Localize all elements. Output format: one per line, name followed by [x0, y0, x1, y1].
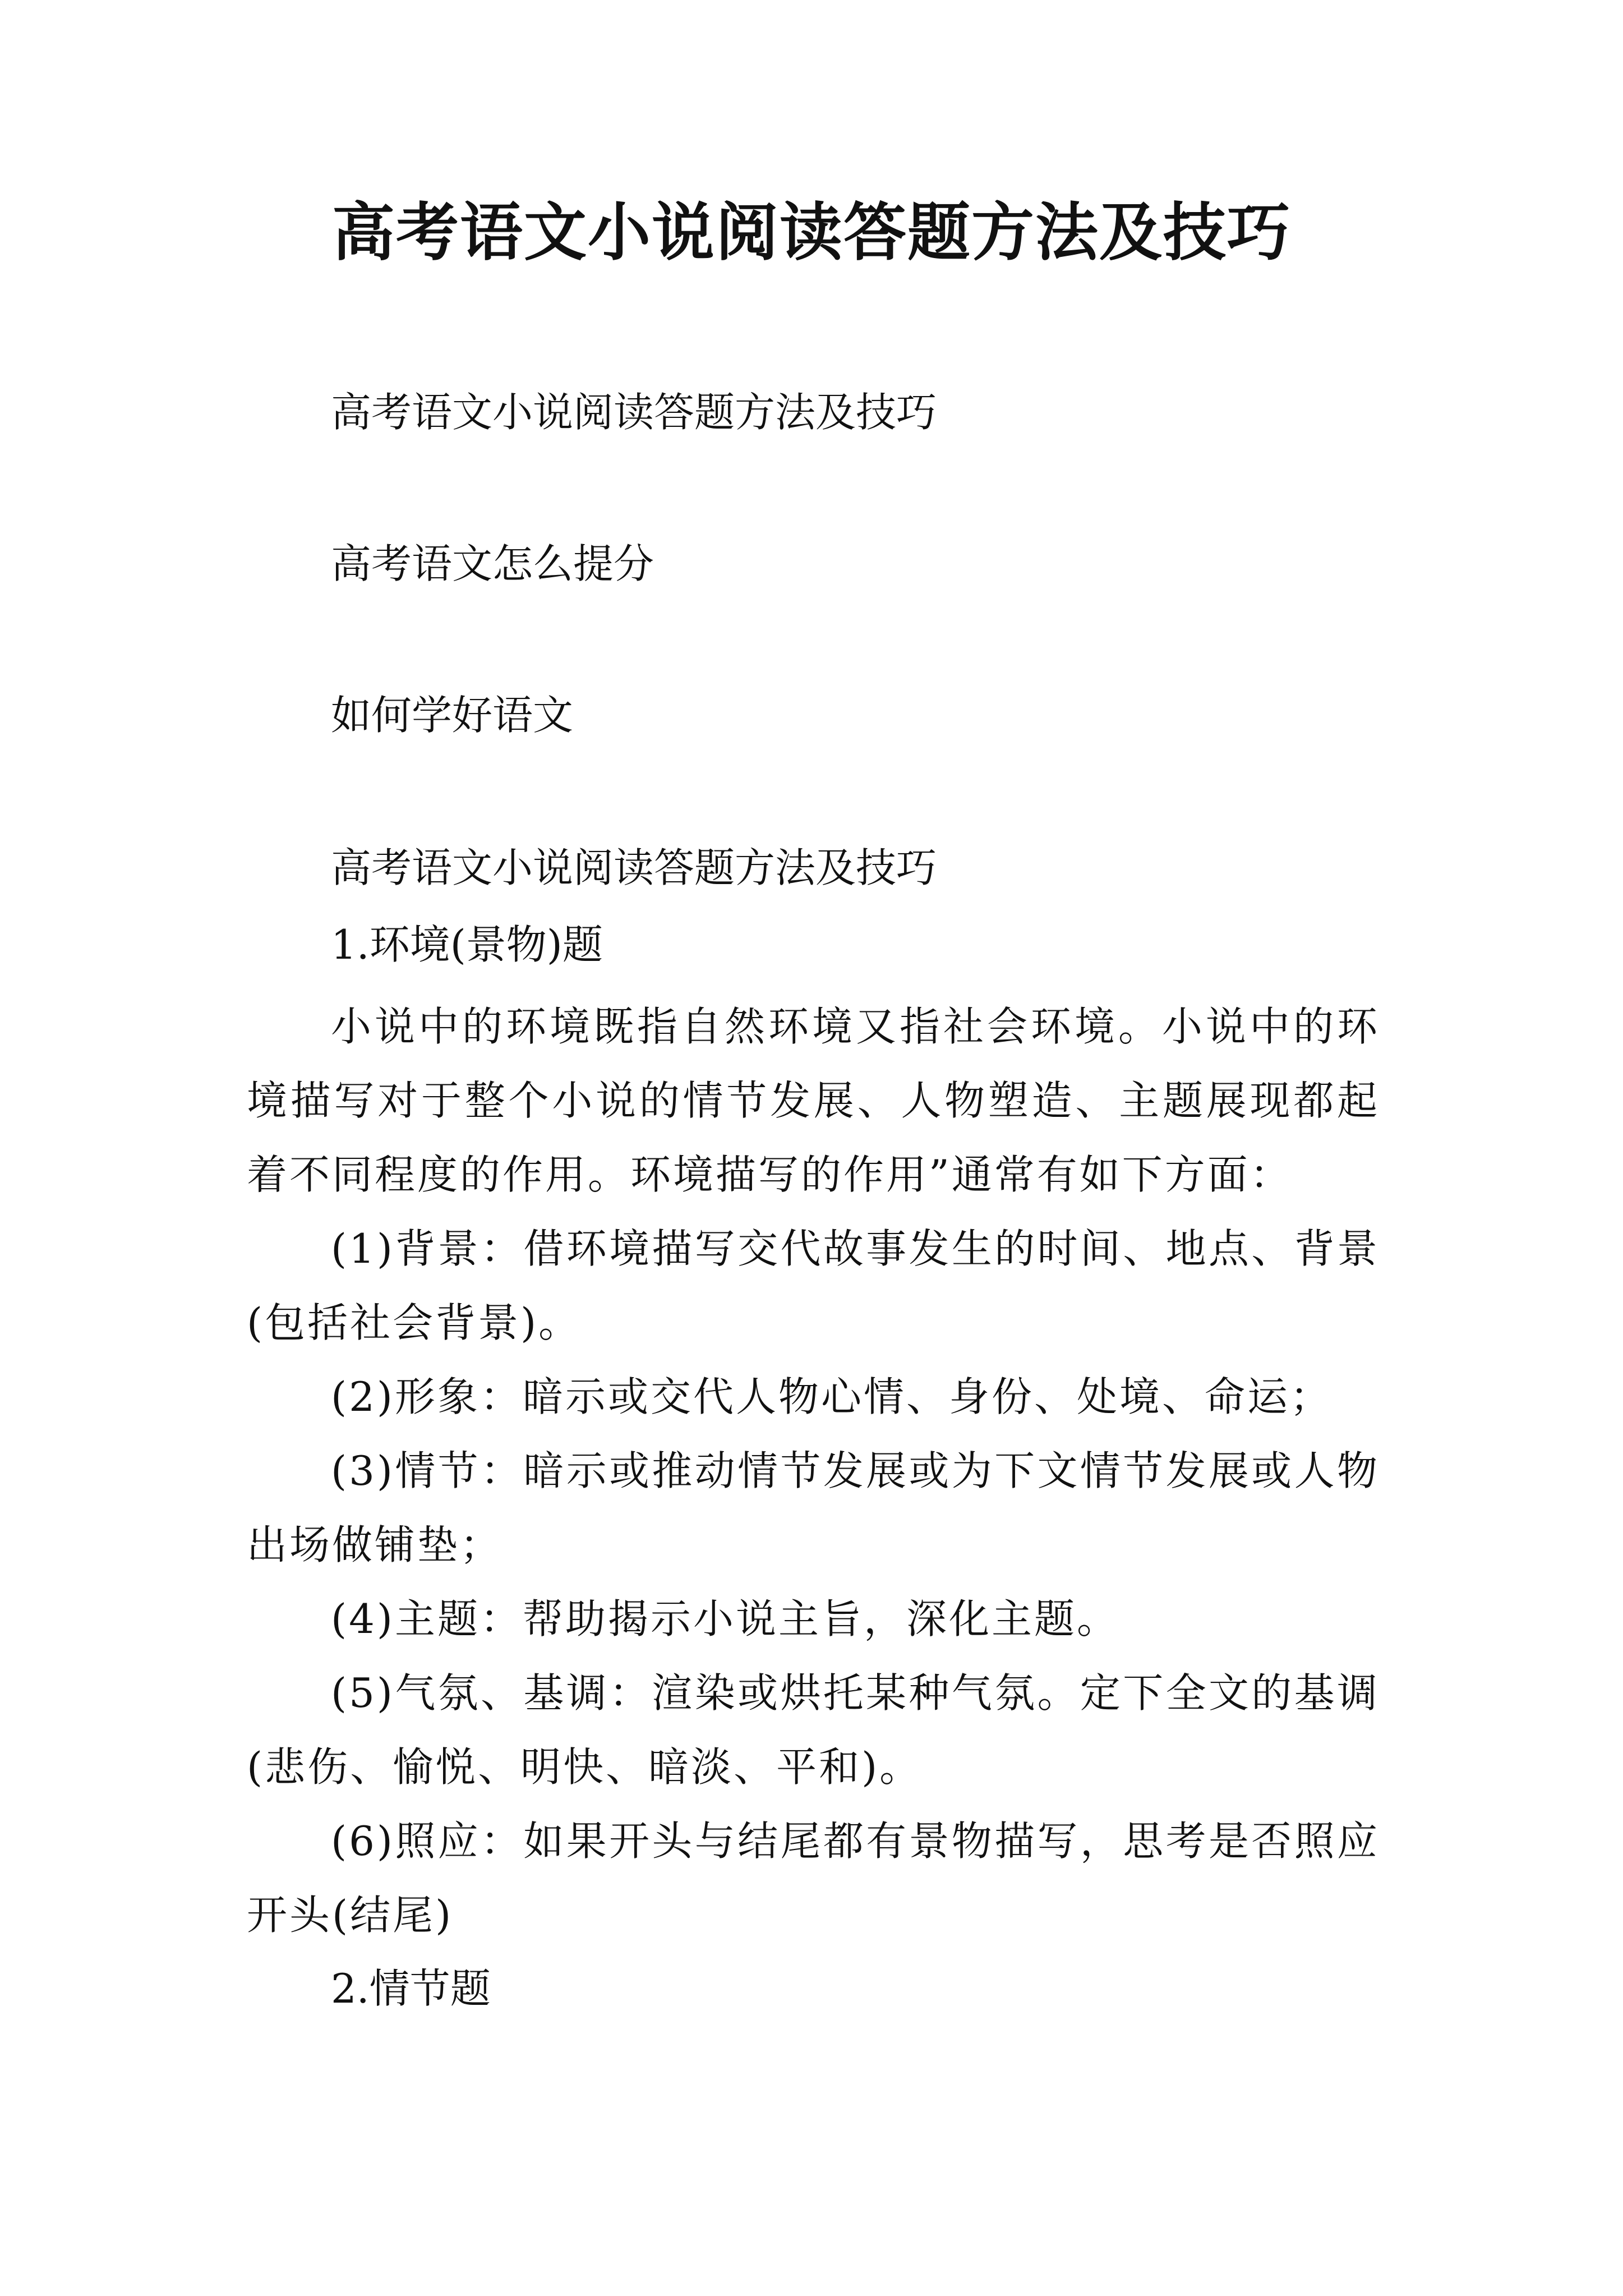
list-item-image: (2)形象：暗示或交代人物心情、身份、处境、命运；	[331, 1373, 1332, 1420]
toc-item-2: 高考语文怎么提分	[331, 540, 654, 587]
list-item-plot: (3)情节：暗示或推动情节发展或为下文情节发展或人物出场做铺垫；	[247, 1447, 1380, 1568]
document-title: 高考语文小说阅读答题方法及技巧	[332, 196, 1291, 269]
toc-item-1: 高考语文小说阅读答题方法及技巧	[331, 389, 937, 436]
heading-plot: 2.情节题	[331, 1965, 491, 2012]
toc-item-3: 如何学好语文	[331, 692, 574, 739]
section-heading: 高考语文小说阅读答题方法及技巧	[331, 844, 937, 891]
intro-paragraph: 小说中的环境既指自然环境又指社会环境。小说中的环境描写对于整个小说的情节发展、人物塑造、主题展现都起着不同程度的作用。环境描写的作用”通常有如下方面：	[247, 1003, 1380, 1198]
list-item-echo: (6)照应：如果开头与结尾都有景物描写，思考是否照应开头(结尾)	[247, 1818, 1380, 1939]
list-item-theme: (4)主题：帮助揭示小说主旨，深化主题。	[331, 1595, 1119, 1642]
heading-environment: 1.环境(景物)题	[331, 921, 603, 968]
list-item-background: (1)背景：借环境描写交代故事发生的时间、地点、背景(包括社会背景)。	[247, 1225, 1380, 1346]
list-item-atmosphere: (5)气氛、基调：渲染或烘托某种气氛。定下全文的基调(悲伤、愉悦、明快、暗淡、平和)。	[247, 1669, 1380, 1791]
